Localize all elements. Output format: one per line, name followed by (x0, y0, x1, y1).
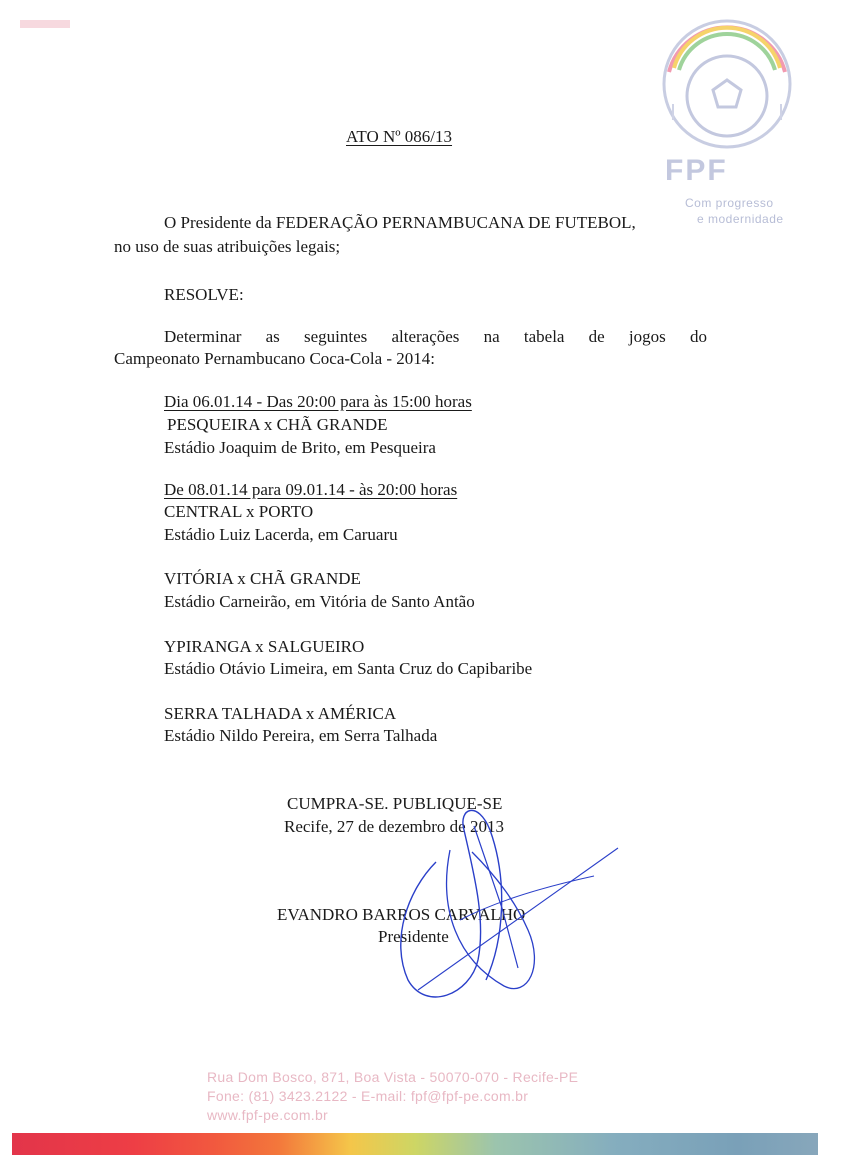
determine-word: alterações (391, 327, 460, 346)
footer-color-stripe (12, 1133, 818, 1155)
match-venue: Estádio Nildo Pereira, em Serra Talhada (164, 726, 438, 745)
footer-address: Rua Dom Bosco, 871, Boa Vista - 50070-070 - Recife-PE (207, 1069, 579, 1085)
scan-mark (20, 14, 74, 34)
match-teams: SERRA TALHADA x AMÉRICA (164, 704, 397, 723)
match-venue: Estádio Luiz Lacerda, em Caruaru (164, 525, 398, 544)
intro-line-1: O Presidente da FEDERAÇÃO PERNAMBUCANA DE FUTEBOL, (164, 213, 636, 232)
intro-line-2: no uso de suas atribuições legais; (114, 237, 341, 256)
logo-tagline-1: Com progresso (685, 196, 774, 210)
determine-word: na (483, 327, 500, 346)
change-heading: De 08.01.14 para 09.01.14 - às 20:00 horas (164, 480, 458, 499)
determine-word: as (265, 327, 280, 346)
determine-word: jogos (628, 327, 666, 346)
logo-tagline-2: e modernidade (697, 212, 784, 226)
footer-phone-email: Fone: (81) 3423.2122 - E-mail: fpf@fpf-pe.com.br (207, 1088, 529, 1104)
determine-line-2: Campeonato Pernambucano Coca-Cola - 2014: (114, 349, 436, 368)
match-teams: VITÓRIA x CHÃ GRANDE (164, 569, 361, 588)
match-venue: Estádio Joaquim de Brito, em Pesqueira (164, 438, 436, 457)
match-teams: PESQUEIRA x CHÃ GRANDE (167, 415, 388, 434)
determine-word: seguintes (303, 327, 368, 346)
signer-role: Presidente (378, 927, 449, 946)
match-teams: CENTRAL x PORTO (164, 502, 314, 521)
resolve-label: RESOLVE: (164, 285, 244, 304)
signer-name: EVANDRO BARROS CARVALHO (277, 905, 526, 924)
determine-word: Determinar (164, 327, 242, 346)
match-venue: Estádio Carneirão, em Vitória de Santo Antão (164, 592, 475, 611)
logo-initials: FPF (665, 154, 728, 187)
determine-word: do (689, 327, 707, 346)
footer-contact (207, 1068, 578, 1125)
determine-line-1 (164, 326, 707, 348)
document-title: ATO Nº 086/13 (346, 127, 453, 146)
publish-line: CUMPRA-SE. PUBLIQUE-SE (287, 794, 503, 813)
fpf-logo (657, 14, 797, 229)
place-date: Recife, 27 de dezembro de 2013 (284, 817, 504, 836)
change-heading: Dia 06.01.14 - Das 20:00 para às 15:00 horas (164, 392, 472, 411)
footer-website: www.fpf-pe.com.br (207, 1107, 329, 1123)
determine-word: de (588, 327, 605, 346)
signature (378, 790, 628, 1010)
match-teams: YPIRANGA x SALGUEIRO (164, 637, 365, 656)
determine-word: tabela (523, 327, 565, 346)
match-venue: Estádio Otávio Limeira, em Santa Cruz do Capibaribe (164, 659, 533, 678)
